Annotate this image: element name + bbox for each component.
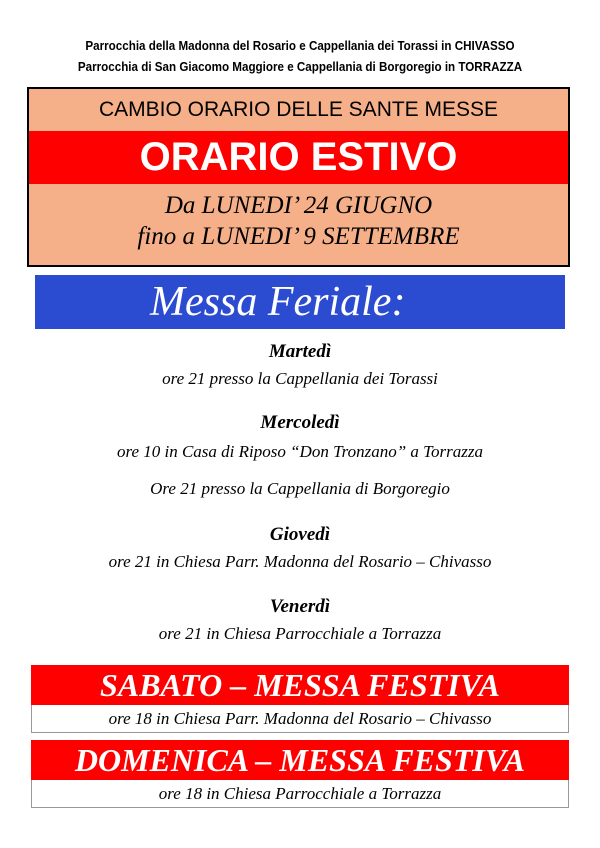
domenica-schedule: ore 18 in Chiesa Parrocchiale a Torrazza [31, 780, 569, 808]
venerdi-schedule: ore 21 in Chiesa Parrocchiale a Torrazza [158, 624, 442, 643]
day-martedi: Martedì [268, 341, 332, 362]
parish-heading-torrazza: Parrocchia di San Giacomo Maggiore e Cappellania di Borgoregio in TORRAZZA [77, 60, 523, 74]
banner-subtitle: CAMBIO ORARIO DELLE SANTE MESSE [29, 89, 568, 131]
weekday-mass-heading: Messa Feriale: [35, 275, 565, 329]
day-venerdi: Venerdì [269, 596, 331, 617]
parish-heading-chivasso: Parrocchia della Madonna del Rosario e Cappellania dei Torassi in CHIVASSO [85, 39, 515, 53]
giovedi-schedule: ore 21 in Chiesa Parr. Madonna del Rosario – Chivasso [108, 552, 492, 571]
sabato-schedule: ore 18 in Chiesa Parr. Madonna del Rosario – Chivasso [31, 705, 569, 733]
domenica-festive-heading: DOMENICA – MESSA FESTIVA [31, 740, 569, 780]
day-mercoledi: Mercoledì [260, 412, 340, 433]
mercoledi-schedule-1: ore 10 in Casa di Riposo “Don Tronzano” a Torrazza [116, 442, 484, 461]
day-giovedi: Giovedì [269, 524, 331, 545]
schedule-change-banner [27, 87, 570, 267]
sabato-festive-heading: SABATO – MESSA FESTIVA [31, 665, 569, 705]
martedi-schedule: ore 21 presso la Cappellania dei Torassi [162, 369, 438, 388]
banner-dates [29, 184, 568, 265]
banner-date-start: Da LUNEDI’ 24 GIUGNO [164, 192, 433, 219]
mercoledi-schedule-2: Ore 21 presso la Cappellania di Borgoregio [150, 479, 450, 498]
banner-date-end: fino a LUNEDI’ 9 SETTEMBRE [137, 223, 460, 250]
banner-title: ORARIO ESTIVO [29, 131, 568, 184]
